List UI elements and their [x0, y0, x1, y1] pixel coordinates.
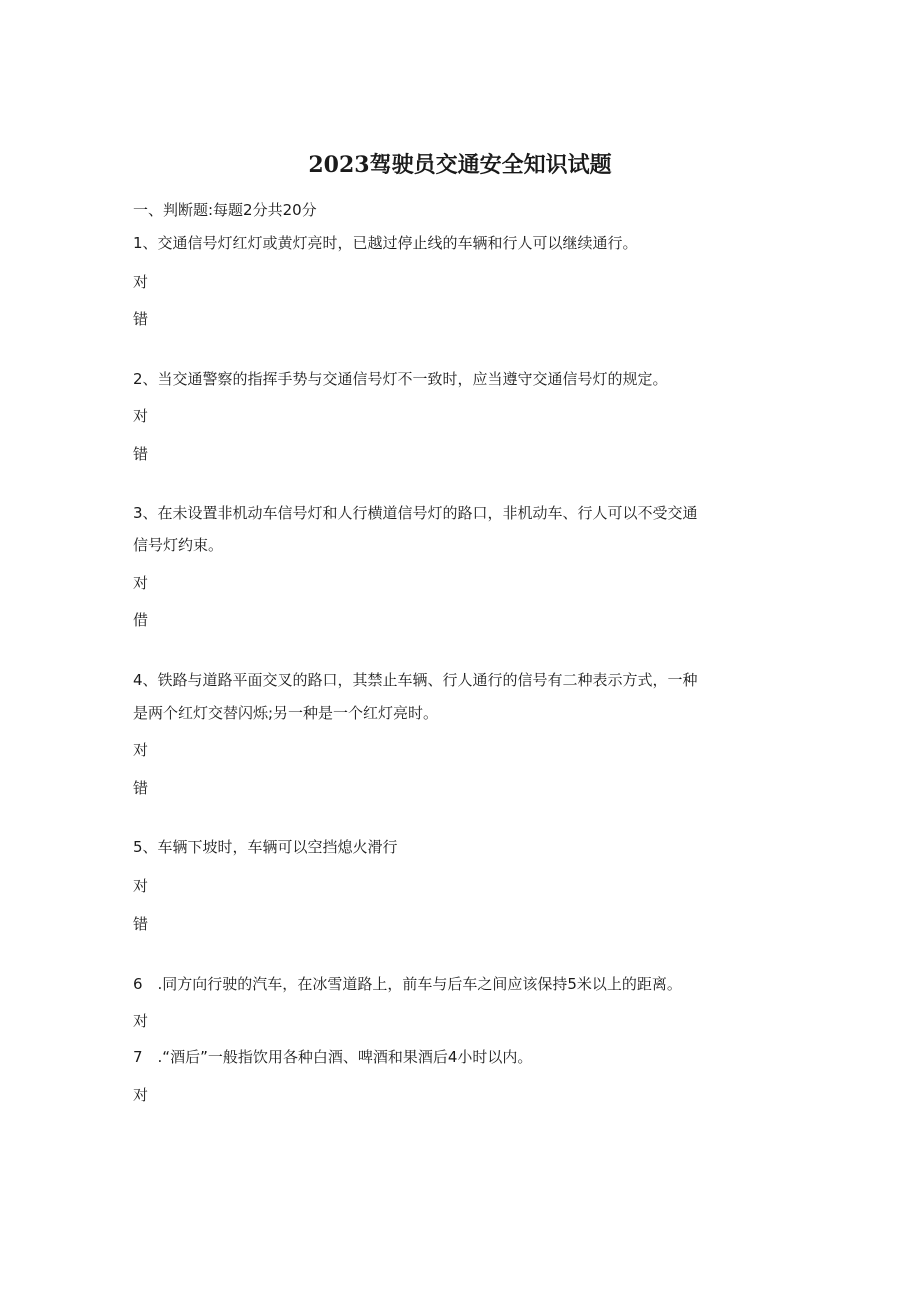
question-6-option-true: 对: [133, 1012, 149, 1030]
section-heading: 一、判断题:每题2分共20分: [133, 201, 317, 219]
document-title: 2023驾驶员交通安全知识试题: [308, 152, 612, 178]
question-3-text-line-2: 信号灯约束。: [133, 536, 224, 554]
question-4-option-true: 对: [133, 741, 149, 759]
question-5-option-false: 错: [133, 915, 149, 933]
question-3-text-line-1: 3、在未设置非机动车信号灯和人行横道信号灯的路口，非机动车、行人可以不受交通: [133, 504, 698, 522]
question-4-text-line-2: 是两个红灯交替闪烁;另一种是一个红灯亮时。: [133, 704, 439, 722]
question-7-option-true: 对: [133, 1086, 149, 1104]
question-3-option-false: 借: [133, 611, 149, 629]
question-1-text: 1、交通信号灯红灯或黄灯亮时，已越过停止线的车辆和行人可以继续通行。: [133, 234, 638, 252]
question-5-text: 5、车辆下坡时，车辆可以空挡熄火滑行: [133, 838, 398, 856]
question-5-option-true: 对: [133, 877, 149, 895]
question-3-option-true: 对: [133, 574, 149, 592]
question-1-option-false: 错: [133, 310, 149, 328]
question-4-option-false: 错: [133, 779, 149, 797]
question-2-text: 2、当交通警察的指挥手势与交通信号灯不一致时，应当遵守交通信号灯的规定。: [133, 370, 668, 388]
question-7-text: 7 .“酒后”一般指饮用各种白酒、啤酒和果酒后4小时以内。: [133, 1048, 533, 1066]
question-4-text-line-1: 4、铁路与道路平面交叉的路口，其禁止车辆、行人通行的信号有二种表示方式，一种: [133, 671, 698, 689]
question-1-option-true: 对: [133, 273, 149, 291]
question-2-option-false: 错: [133, 445, 149, 463]
question-2-option-true: 对: [133, 407, 149, 425]
question-6-text: 6 .同方向行驶的汽车，在冰雪道路上，前车与后车之间应该保持5米以上的距离。: [133, 975, 682, 993]
